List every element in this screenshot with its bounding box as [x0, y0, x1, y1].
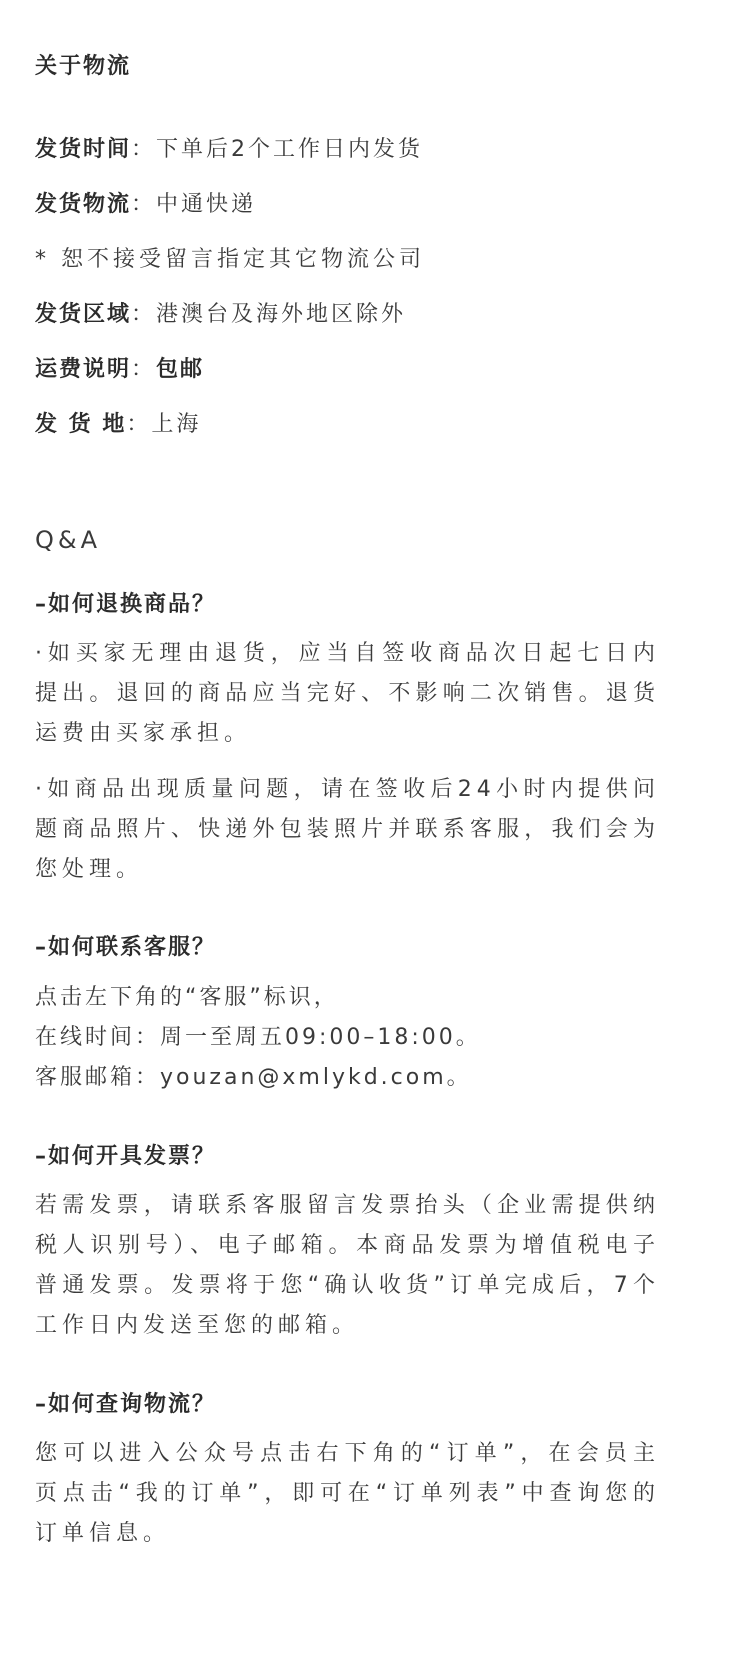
carrier-value: 中通快递	[156, 192, 257, 217]
contact-line-2: 在线时间：周一至周五09:00–18:00。	[35, 1025, 481, 1050]
carrier-label: 发货物流	[35, 192, 132, 217]
logistics-row-shipping-fee	[35, 355, 204, 385]
qa-question-contact: –如何联系客服？	[35, 935, 217, 960]
separator: ：	[131, 302, 157, 327]
qa-answer-return-1: ·如买家无理由退货，应当自签收商品次日起七日内提出。退回的商品应当完好、不影响二次销售。退货运费由买家承担。	[35, 641, 660, 746]
shipping-fee-label: 运费说明	[35, 357, 132, 382]
separator: ：	[131, 137, 157, 162]
qa-answer-tracking: 您可以进入公众号点击右下角的“订单”，在会员主页点击“我的订单”，即可在“订单列表”中查询您的订单信息。	[35, 1441, 660, 1546]
qa-answer-invoice: 若需发票，请联系客服留言发票抬头（企业需提供纳税人识别号）、电子邮箱。本商品发票为增值税电子普通发票。发票将于您“确认收货”订单完成后，7个工作日内发送至您的邮箱。	[35, 1193, 660, 1338]
qa-answer-contact	[35, 978, 695, 1098]
logistics-row-origin	[35, 410, 201, 440]
qa-question-tracking: –如何查询物流？	[35, 1392, 217, 1417]
shipping-fee-value: 包邮	[156, 357, 205, 382]
qa-question-return: –如何退换商品？	[35, 592, 217, 617]
ship-time-label: 发货时间	[35, 137, 132, 162]
ship-time-value: 下单后2个工作日内发货	[156, 137, 424, 162]
carrier-note: * 恕不接受留言指定其它物流公司	[35, 247, 425, 272]
origin-value: 上海	[151, 412, 202, 437]
qa-title: Q&A	[35, 526, 102, 554]
contact-line-1: 点击左下角的“客服”标识，	[35, 985, 339, 1010]
qa-answer-return-2: ·如商品出现质量问题，请在签收后24小时内提供问题商品照片、快递外包装照片并联系客服，我们会为您处理。	[35, 777, 660, 882]
contact-line-3: 客服邮箱：youzan@xmlykd.com。	[35, 1065, 472, 1090]
separator: ：	[131, 192, 157, 217]
separator: ：	[131, 357, 157, 382]
region-label: 发货区域	[35, 302, 132, 327]
logistics-title: 关于物流	[35, 54, 132, 79]
logistics-row-region	[35, 300, 406, 330]
origin-label: 发 货 地	[35, 412, 127, 437]
region-value: 港澳台及海外地区除外	[156, 302, 407, 327]
separator: ：	[126, 412, 152, 437]
logistics-row-carrier	[35, 190, 256, 220]
qa-question-invoice: –如何开具发票？	[35, 1144, 217, 1169]
logistics-row-ship-time	[35, 135, 423, 165]
